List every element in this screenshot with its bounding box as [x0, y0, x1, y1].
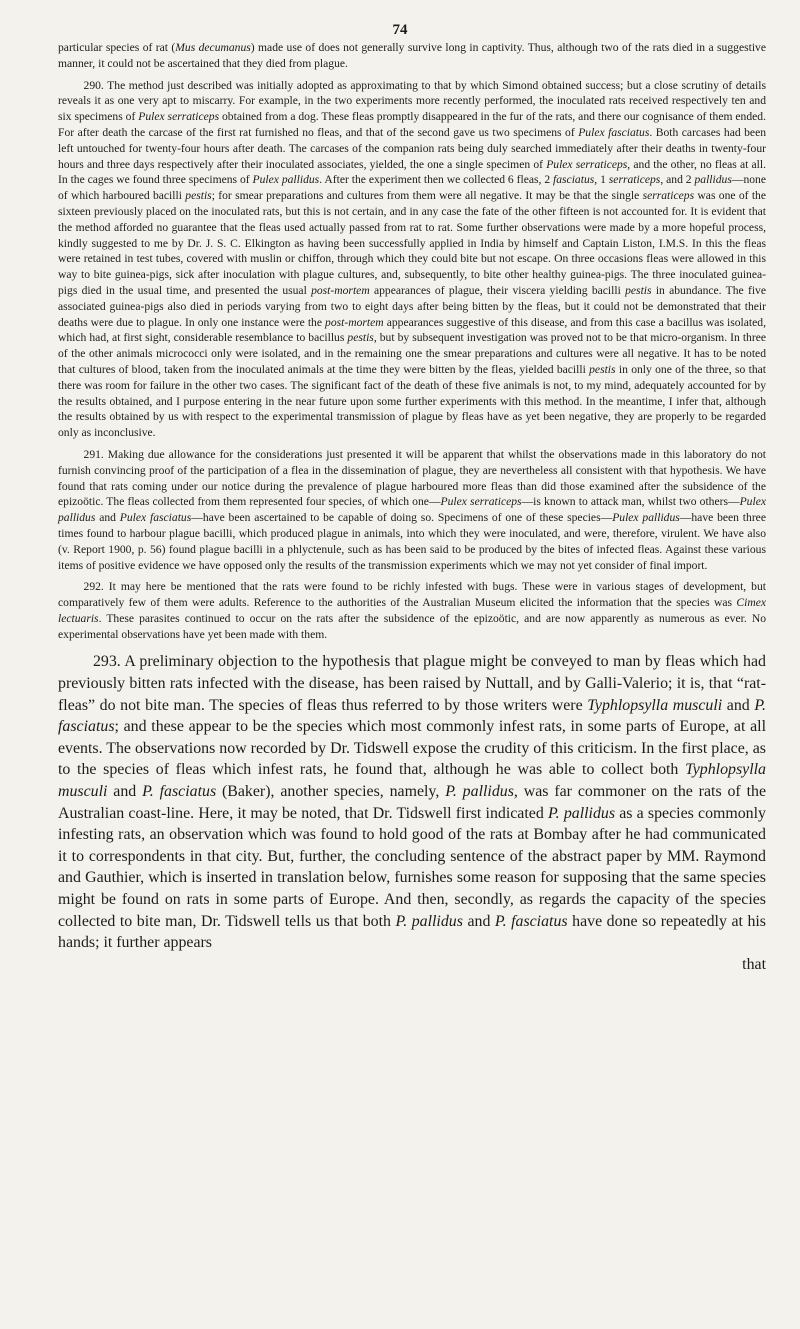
paragraph-293: 293. A preliminary objection to the hypothesis that plague might be conveyed to man by fleas which had previously bitten rats infected with the disease, has been raised by Nuttall, and by Galli-Valerio; it is, that “rat-fleas” do not bite man. The species of fleas thus referred to by those writers were Typhlopsylla musculi and P. fasciatus; and these appear to be the species which most commonly infest rats, in some parts of Europe, at all events. The observations now recorded by Dr. Tidswell expose the crudity of this criticism. In the first place, as to the species of fleas which infest rats, he found that, although he was able to collect both Typhlopsylla musculi and P. fasciatus (Baker), another species, namely, P. pallidus, was far commoner on the rats of the Australian coast-line. Here, it may be noted, that Dr. Tidswell first indicated P. pallidus as a species commonly infesting rats, an observation which was found to hold good of the rats at Bombay after he had communicated it to correspondents in that city. But, further, the concluding sentence of the abstract paper by MM. Raymond and Gauthier, which is inserted in translation below, furnishes some reason for supposing that the same species might be found on rats in some parts of Europe. And then, secondly, as regards the capacity of the species collected to bite man, Dr. Tidswell tells us that both P. pallidus and P. fasciatus have done so repeatedly at his hands; it further appears — [58, 653, 767, 952]
paragraph-292: 292. It may here be mentioned that the rats were found to be richly infested with bugs. These were in various stages of development, but comparatively few of them were adults. Reference to the authorities of the Australian Museum elicited the information that the species was Cimex lectuaris. These parasites continued to occur on the rats after the subsidence of the epizoötic, and are now apparently as numerous as ever. No experimental observations have yet been made with them. — [58, 580, 766, 641]
paragraph-continuation: particular species of rat (Mus decumanus) made use of does not generally survive long in captivity. Thus, although two of the rats died in a suggestive manner, it could not be ascertained that they died from plague. — [58, 41, 766, 70]
body-text — [58, 40, 766, 975]
paragraph-290: 290. The method just described was initially adopted as approximating to that by which Simond obtained success; but a close scrutiny of details reveals it as one very apt to miscarry. For example, in the two experiments more recently performed, the inoculated rats received respectively ten and six specimens of Pulex serraticeps obtained from a dog. These fleas promptly disappeared in the fur of the rats, and there our cognisance of them ended. For after death the carcase of the first rat furnished no fleas, and that of the second gave us two specimens of Pulex fasciatus. Both carcases had been left untouched for twenty-four hours after death. The carcases of the companion rats being duly searched immediately after their deaths in twenty-four hours and three days respectively after their inoculated associates, yielded, the one a single specimen of Pulex serraticeps, and the other, no fleas at all. In the cages we found three specimens of Pulex pallidus. After the experiment then we collected 6 fleas, 2 fasciatus, 1 serraticeps, and 2 pallidus—none of which harboured bacilli pestis; for smear preparations and cultures from them were all negative. It may be that the single serraticeps was one of the sixteen previously placed on the inoculated rats, but this is not certain, and in any case the fate of the other fifteen is not accounted for. It is evident that the method afforded no guarantee that the fleas used actually passed from rat to rat. Some further observations were made by a more hopeful process, kindly suggested to me by Dr. J. S. C. Elkington as having been successfully applied in India by himself and Captain Liston, I.M.S. In this the fleas were retained in test tubes, covered with muslin or chiffon, through which they could bite but not escape. On three occasions fleas were allowed in this way to bite guinea-pigs, sick after inoculation with plague cultures, and, subsequently, to bite other healthy guinea-pigs. The three inoculated guinea-pigs died in the usual time, and presented the usual post-mortem appearances of plague, their viscera yielding bacilli pestis in abundance. The five associated guinea-pigs also died in periods varying from two to eight days after being bitten by the fleas, but it could not be demonstrated that their deaths were due to plague. In only one instance were the post-mortem appearances suggestive of this disease, and from this case a bacillus was isolated, which had, at first sight, considerable resemblance to bacillus pestis, but by subsequent investigation was proved not to be that micro-organism. In three of the other animals micrococci only were isolated, and in the remaining one the smear preparations and cultures were all negative. It has to be noted that cultures of blood, taken from the inoculated animals at the time they were bitten by the fleas, yielded bacilli pestis in only one of the three, so that there was room for failure in the other two cases. The significant fact of the death of these five animals is not, to my mind, adequately accounted for by the results obtained, and I purpose entering in the near future upon some further experiments with this method. In the meantime, I infer that, although the results obtained by us with respect to the experimental transmission of plague by fleas have as yet been negative, they are properly to be regarded only as inconclusive. — [58, 78, 767, 440]
catchword: that — [742, 955, 766, 973]
paragraph-291: 291. Making due allowance for the considerations just presented it will be apparent that whilst the observations made in this laboratory do not furnish convincing proof of the participation of a flea in the dissemination of plague, they are nevertheless all consistent with that hypothesis. We have found that rats coming under our notice during the prevalence of plague harboured more fleas than did those examined after the subsidence of the epizoötic. The fleas collected from them represented four species, of which one—Pulex serraticeps—is known to attack man, whilst two others—Pulex pallidus and Pulex fasciatus—have been ascertained to be capable of doing so. Specimens of one of these species—Pulex pallidus—have been three times found to harbour plague bacilli, which produced plague in animals, into which they were inoculated, and were, therefore, virulent. We have also (v. Report 1900, p. 56) found plague bacilli in a phlyctenule, such as has been said to be produced by the bites of infected fleas. Against these various items of positive evidence we have opposed only the results of the transmission experiments which we may not yet consider of final import. — [58, 447, 766, 572]
page-number: 74 — [392, 22, 408, 38]
